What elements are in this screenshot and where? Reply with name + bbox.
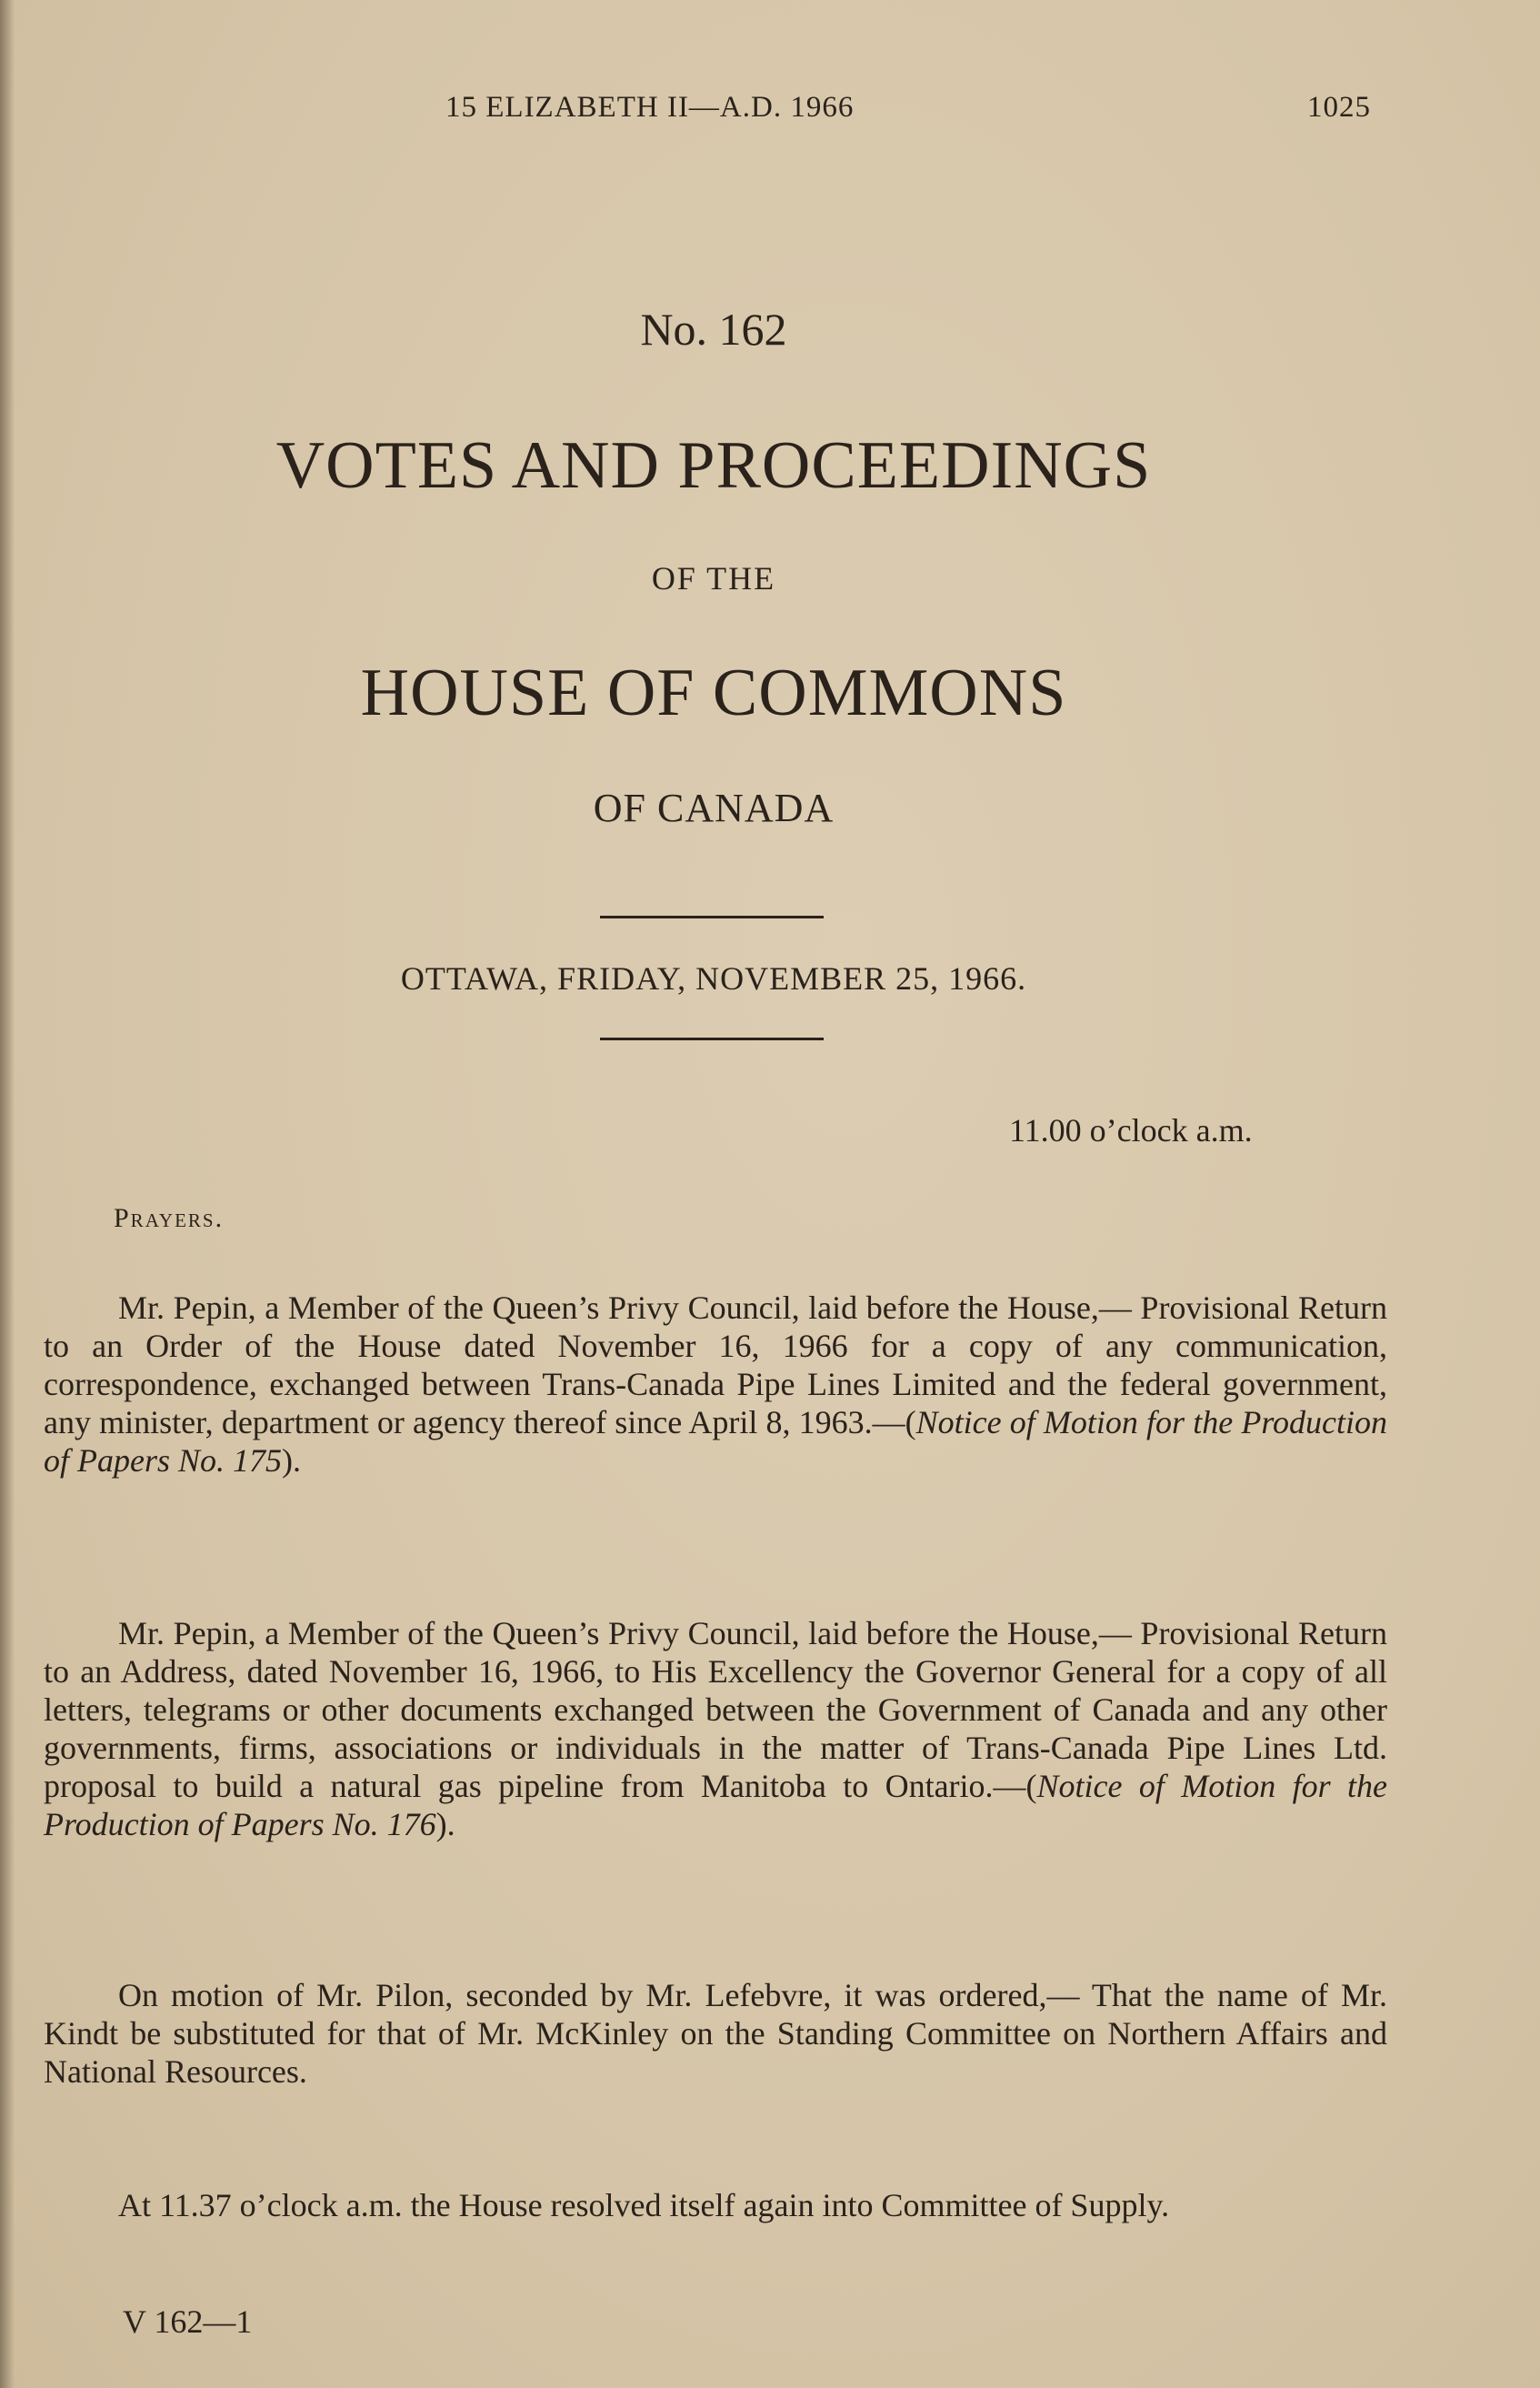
dateline: OTTAWA, FRIDAY, NOVEMBER 25, 1966. bbox=[400, 960, 1027, 997]
paragraph-tabled-return-175 bbox=[44, 1289, 1387, 1480]
paragraph-italic-reference: Notice of Motion for the Production of Papers No. 175 bbox=[44, 1404, 1387, 1479]
paragraph-committee-of-supply bbox=[44, 2186, 1387, 2224]
subtitle-of-canada: OF CANADA bbox=[593, 786, 835, 830]
divider-rule-bottom bbox=[600, 1038, 824, 1040]
paragraph-italic-reference: Notice of Motion for the Production of Papers No. 176 bbox=[44, 1768, 1387, 1842]
page-number: 1025 bbox=[1307, 91, 1371, 124]
paragraph-text: At 11.37 o’clock a.m. the House resolved itself again into Committee of Supply. bbox=[118, 2187, 1170, 2223]
divider-rule-top bbox=[600, 916, 824, 918]
paragraph-text: Mr. Pepin, a Member of the Queen’s Privy Council, laid before the House,— Provisional Return to an Order of the House dated November 16, 1966 for a copy of any communication, correspondence, exchanged between Trans-Canada Pipe Lines Limited and the federal government, any minister, department or agency thereof since April 8, 1963.—( bbox=[44, 1289, 1387, 1440]
paragraph-committee-substitution bbox=[44, 1976, 1387, 2091]
sitting-time: 11.00 o’clock a.m. bbox=[1009, 1112, 1253, 1149]
issue-number: No. 162 bbox=[640, 304, 787, 355]
paragraph-tail: ). bbox=[282, 1442, 302, 1479]
binding-edge bbox=[0, 0, 15, 2388]
paragraph-text: On motion of Mr. Pilon, seconded by Mr. Lefebvre, it was ordered,— That the name of Mr. Kindt be substituted for that of Mr. McKinley on the Standing Committee on Northern Affairs and National Resources. bbox=[44, 1977, 1387, 2090]
paragraph-tabled-return-176 bbox=[44, 1614, 1387, 1843]
running-head: 15 ELIZABETH II—A.D. 1966 bbox=[445, 91, 855, 124]
paragraph-tail: ). bbox=[435, 1806, 455, 1842]
prayers-heading: Prayers. bbox=[114, 1203, 225, 1233]
paragraph-text: Mr. Pepin, a Member of the Queen’s Privy Council, laid before the House,— Provisional Return to an Address, dated November 16, 1966, to His Excellency the Governor General for a copy of all letters, telegrams or other documents exchanged between the Government of Canada and any other governments, firms, associations or individuals in the matter of Trans-Canada Pipe Lines Ltd. proposal to build a natural gas pipeline from Manitoba to Ontario.—( bbox=[44, 1615, 1387, 1804]
main-title: VOTES AND PROCEEDINGS bbox=[275, 428, 1152, 503]
signature-mark: V 162—1 bbox=[123, 2303, 253, 2340]
subtitle-of-the: OF THE bbox=[651, 560, 776, 597]
house-title: HOUSE OF COMMONS bbox=[360, 656, 1067, 730]
